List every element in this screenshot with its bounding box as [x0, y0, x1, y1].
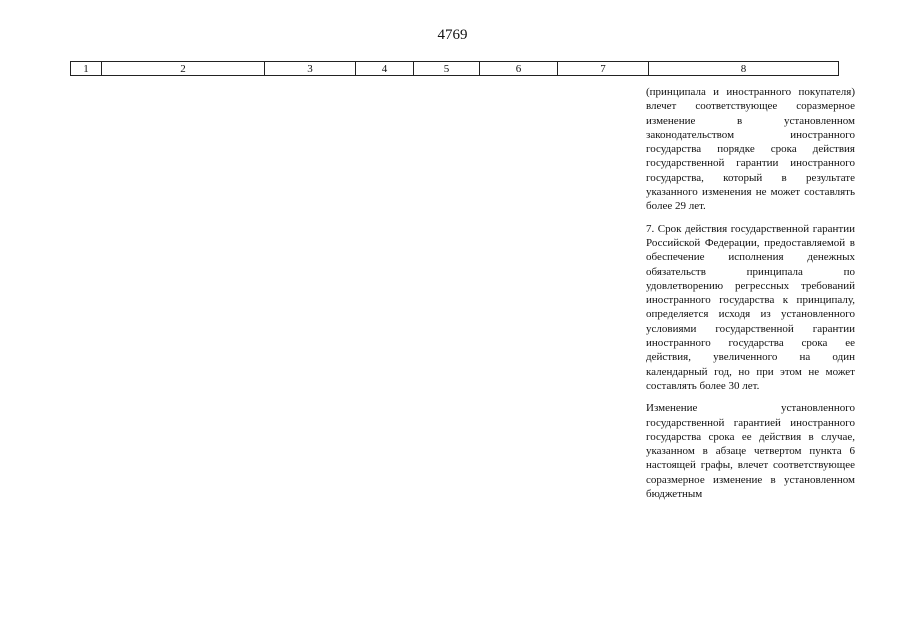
column-number-4: 4: [356, 62, 414, 76]
column-number-7: 7: [558, 62, 649, 76]
column-number-5: 5: [414, 62, 480, 76]
column-number-8: 8: [649, 62, 839, 76]
column-8-text: [646, 85, 855, 509]
paragraph-change-term: Изменение установленного государственной гарантией иностранного государства срока ее действия в случае, указанном в абзаце четвертом пункта 6 настоящей графы, влечет соответствующее соразмерное изменение в установленном бюджетным: [646, 402, 855, 501]
table-header-row: [71, 62, 839, 76]
column-number-2: 2: [102, 62, 265, 76]
paragraph-continuation: (принципала и иностранного покупателя) влечет соответствующее соразмерное изменение в установленном законодательством иностранного государства порядке срока действия государственной гарантии иностранного государства, который в результате указанного изменения не может составлять более 29 лет.: [646, 86, 855, 213]
column-number-1: 1: [71, 62, 102, 76]
column-number-6: 6: [480, 62, 558, 76]
paragraph-item-7: 7. Срок действия государственной гарантии Российской Федерации, предоставляемой в обеспечение исполнения денежных обязательств принципала по удовлетворению регрессных требований иностранного государства к принципалу, определяется исходя из установленного условиями государственной гарантии иностранного государства срока ее действия, увеличенного на один календарный год, но при этом не может составлять более 30 лет.: [646, 222, 855, 392]
table-column-numbers: [70, 61, 839, 76]
page-number: 4769: [437, 27, 468, 43]
column-number-3: 3: [265, 62, 356, 76]
